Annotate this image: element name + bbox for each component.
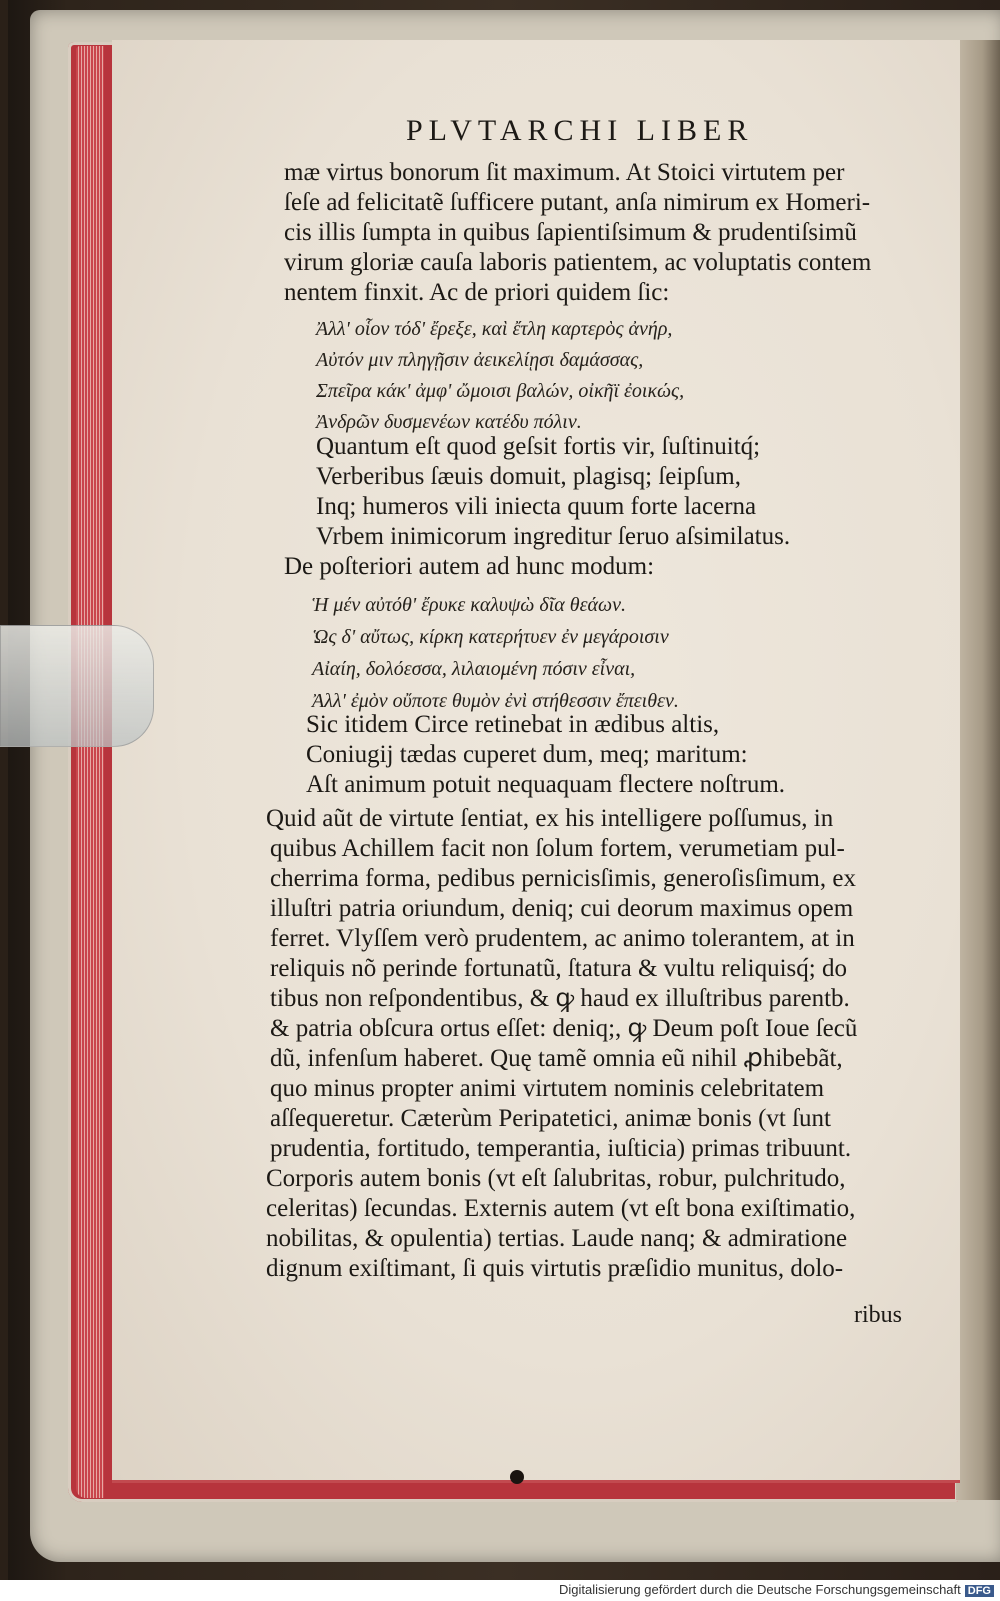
catchword: ribus bbox=[854, 1302, 902, 1328]
running-title: PLVTARCHI LIBER bbox=[406, 114, 754, 147]
greek-verse-line: Ἡ μέν αὐτόθ' ἔρυκε καλυψὼ δῖα θεάων. bbox=[312, 594, 626, 616]
text-line: dignum exiſtimant, ſi quis virtutis præſidio munitus, dolo- bbox=[266, 1255, 844, 1282]
footer-credit bbox=[559, 1582, 994, 1597]
transition-line: De poſteriori autem ad hunc modum: bbox=[284, 553, 655, 580]
page-holder-clip bbox=[0, 625, 154, 747]
text-line: virum gloriæ cauſa laboris patientem, ac voluptatis contem bbox=[284, 249, 872, 276]
greek-verse-line: Ἀνδρῶν δυσμενέων κατέδυ πόλιν. bbox=[316, 411, 582, 433]
text-line: nentem finxit. Ac de priori quidem ſic: bbox=[284, 279, 670, 306]
greek-verse-line: Ἀλλ' ἐμὸν οὔποτε θυμὸν ἐνὶ στήθεσσιν ἔπειθεν. bbox=[312, 690, 679, 712]
ink-spot bbox=[510, 1470, 524, 1484]
text-line: quibus Achillem facit non ſolum fortem, verumetiam pul- bbox=[270, 835, 845, 862]
text-line: aſſequeretur. Cæterùm Peripatetici, animæ bonis (vt ſunt bbox=[270, 1105, 831, 1132]
text-line: prudentia, fortitudo, temperantia, iuſticia) primas tribuunt. bbox=[270, 1135, 852, 1162]
greek-verse-line: Ὡς δ' αὔτως, κίρκη κατερήτυεν ἐν μεγάροισιν bbox=[312, 626, 669, 648]
text-line: illuſtri patria oriundum, deniq; cui deorum maximus opem bbox=[270, 895, 854, 922]
greek-verse-line: Σπεῖρα κάκ' ἀμφ' ὤμοισι βαλών, οἰκῆϊ ἐοικώς, bbox=[316, 380, 685, 402]
text-line: cherrima forma, pedibus pernicisſimis, generoſisſimum, ex bbox=[270, 865, 856, 892]
greek-verse-line: Ἀλλ' οἷον τόδ' ἔρεξε, καὶ ἔτλη καρτερὸς ἀνήρ, bbox=[316, 318, 673, 340]
latin-verse-line: Aſt animum potuit nequaquam flectere noſtrum. bbox=[306, 771, 786, 798]
latin-verse-line: Verberibus ſæuis domuit, plagisq; ſeipſum, bbox=[316, 463, 741, 490]
dfg-logo: DFG bbox=[965, 1585, 994, 1597]
latin-verse-line: Quantum eſt quod geſsit fortis vir, ſuſtinuitq́; bbox=[316, 433, 761, 460]
text-line: reliquis nõ perinde fortunatũ, ſtatura & vultu reliquisq́; do bbox=[270, 955, 847, 982]
text-line: Corporis autem bonis (vt eſt ſalubritas, robur, pulchritudo, bbox=[266, 1165, 846, 1192]
greek-verse-line: Αὐτόν μιν πληγῇσιν ἀεικελίῃσι δαμάσσας, bbox=[316, 349, 644, 371]
text-line: dũ, infenſum haberet. Quę tamẽ omnia eũ nihil ꝓhibebãt, bbox=[270, 1045, 843, 1072]
text-line: Quid aũt de virtute ſentiat, ex his intelligere poſſumus, in bbox=[266, 805, 834, 832]
footer-bar bbox=[0, 1580, 1000, 1601]
text-line: ferret. Vlyſſem verò prudentem, ac animo tolerantem, at in bbox=[270, 925, 855, 952]
greek-verse-line: Αἰαίη, δολόεσσα, λιλαιομένη πόσιν εἶναι, bbox=[312, 658, 636, 680]
footer-credit-text: Digitalisierung gefördert durch die Deutsche Forschungsgemeinschaft bbox=[558, 1582, 961, 1597]
text-line: cis illis ſumpta in quibus ſapientiſsimum & prudentiſsimũ bbox=[284, 219, 857, 246]
text-line: mæ virtus bonorum ſit maximum. At Stoici virtutem per bbox=[284, 159, 845, 186]
text-line: celeritas) ſecundas. Externis autem (vt eſt bona exiſtimatio, bbox=[266, 1195, 856, 1222]
facing-page-strip bbox=[956, 40, 1000, 1500]
text-line: quo minus propter animi virtutem nominis celebritatem bbox=[270, 1075, 825, 1102]
latin-verse-line: Vrbem inimicorum ingreditur ſeruo aſsimilatus. bbox=[316, 523, 791, 550]
latin-verse-line: Inq; humeros vili iniecta quum forte lacerna bbox=[316, 493, 757, 520]
latin-verse-line: Coniugij tædas cuperet dum, meq; maritum: bbox=[306, 741, 748, 768]
text-line: nobilitas, & opulentia) tertias. Laude nanq; & admiratione bbox=[266, 1225, 848, 1252]
text-line: ſeſe ad felicitatẽ ſufficere putant, anſa nimirum ex Homeri- bbox=[284, 189, 871, 216]
text-line: tibus non reſpondentibus, & ꝙ haud ex illuſtribus parentb. bbox=[270, 985, 850, 1012]
text-line: & patria obſcura ortus eſſet: deniq;, ꝙ Deum poſt Ioue ſecũ bbox=[270, 1015, 858, 1042]
latin-verse-line: Sic itidem Circe retinebat in ædibus altis, bbox=[306, 711, 720, 738]
